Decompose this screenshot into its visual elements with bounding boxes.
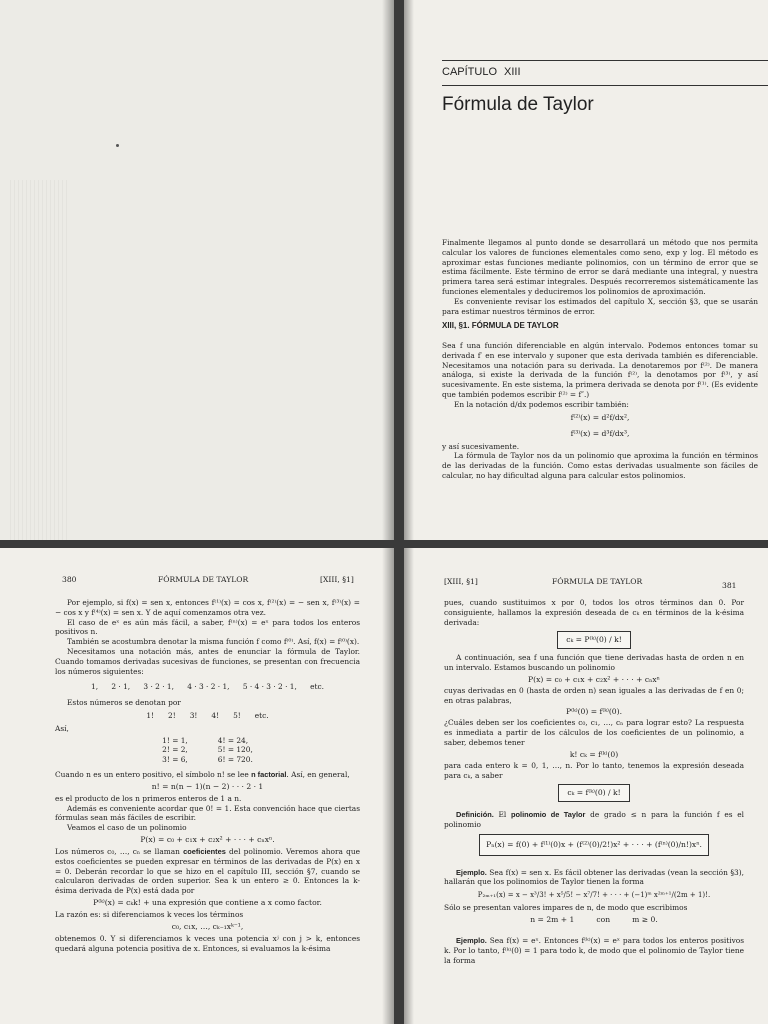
intro-paragraph: Finalmente llegamos al punto donde se desarrollará un método que nos permita calcular los valores de funciones elementales como seno, exp y log. El método es aproximar estas funciones mediante polinomios, con un término de error que se estima fácilmente. Este término de error se dará mediante una integral, y nuestra primera tarea será estimar integrales. Después recorreremos sistemáticamente las funciones elementales y deduciremos los polinomios de aproximación.: [442, 238, 758, 296]
equation-kth-derivative: P⁽ᵏ⁾(x) = cₖk! + una expresión que contiene a x como factor.: [93, 897, 322, 907]
paragraph-zero-factorial: Además es conveniente acordar que 0! = 1. Esta convención hace que ciertas fórmulas sean más fáciles de escribir.: [55, 803, 360, 823]
page-380: [0, 548, 394, 1024]
equation-sine-taylor: P₂ₘ₊₁(x) = x − x³/3! + x⁵/5! − x⁷/7! + · · · + (−1)ᵐ x²ᵐ⁺¹/(2m + 1)!.: [477, 891, 711, 900]
coefficients-c: del polinomio. Veremos ahora que estos coeficientes se pueden expresar en términos de las derivadas de P(x) en x = 0. Deberán recordar lo que se hizo en el capítulo III, sección §7, cuando se calcularon derivadas de orden superior. Sea k un entero ≥ 0. Entonces la k-ésima derivada de P(x) está dada por: [55, 846, 360, 896]
paragraph-sine-example: Por ejemplo, si f(x) = sen x, entonces f⁽¹⁾(x) = cos x, f⁽²⁾(x) = − sen x, f⁽³⁾(x) = − cos x y f⁽⁴⁾(x) = sen x. Y de aquí comenzamos otra vez.: [55, 598, 360, 617]
paragraph-derivatives-equal: cuyas derivadas en 0 (hasta de orden n) sean iguales a las derivadas de f en 0; en otras palabras,: [444, 685, 744, 705]
paragraph-derivatives: Sea f una función diferenciable en algún intervalo. Podemos entonces tomar su derivada f′ en ese intervalo y suponer que esta derivada también es diferenciable. Necesitamos una notación para su derivada. La denotaremos por f⁽²⁾. De manera análoga, si existe la derivada de la función f⁽²⁾, la denotamos por f⁽³⁾, y así sucesivamente. En este sistema, la primera derivada se denota por f⁽¹⁾. (Es evidente que también podemos escribir f⁽²⁾ = f″.): [442, 341, 758, 399]
factorial-value: 5! = 120,: [217, 745, 253, 755]
factorial-symbol: 3!: [189, 710, 198, 720]
definition-a: El: [498, 810, 507, 820]
coefficients-term: coeficientes: [183, 846, 226, 856]
chapter-number: XIII: [504, 66, 521, 78]
sequence-item: 1,: [91, 682, 99, 692]
intro-paragraph-2: Es conveniente revisar los estimados del capítulo X, sección §3, que se usarán para estimar nuestros términos de error.: [442, 296, 758, 316]
factorial-value: 2! = 2,: [162, 745, 188, 755]
factorial-value: 4! = 24,: [217, 735, 249, 745]
equation-terms: c₀, c₁x, …, cₖ₋₁xᵏ⁻¹,: [171, 921, 244, 931]
sequence-item: etc.: [310, 682, 324, 692]
factorial-def-c: . Así, en general,: [286, 769, 350, 779]
paragraph-product: es el producto de los n primeros enteros de 1 a n.: [55, 793, 242, 803]
boxed-formula-coefficient: cₖ = P⁽ᵏ⁾(0) / k!: [557, 631, 631, 649]
example-sine-text: Sea f(x) = sen x. Es fácil obtener las derivadas (vean la sección §3), hallarán que los polinomios de Taylor tienen la forma: [444, 867, 744, 887]
definition-term: polinomio de Taylor: [511, 810, 586, 820]
number-sequence: [55, 676, 360, 698]
factorial-values-right: [218, 736, 253, 765]
boxed-formula-1-wrap: [444, 627, 744, 653]
paragraph-factorial-def: [55, 770, 360, 780]
factorial-symbol: 2!: [168, 710, 176, 720]
factorial-value: 3! = 6,: [162, 755, 188, 765]
definition-c: de grado ≤ n para la función f es el polinomio: [444, 810, 745, 829]
paragraph-polynomial-case: Veamos el caso de un polinomio: [67, 823, 187, 833]
boxed-formula-taylor-polynomial: Pₙ(x) = f(0) + f⁽¹⁾(0)x + (f⁽²⁾(0)/2!)x² + · · · + (f⁽ⁿ⁾(0)/n!)xⁿ.: [479, 834, 709, 856]
sequence-item: 5 · 4 · 3 · 2 · 1,: [242, 682, 297, 692]
factorial-symbol: 5!: [233, 710, 241, 720]
boxed-formula-3-wrap: [444, 830, 744, 860]
equation-second-derivative: f⁽²⁾(x) = d²f/dx²,: [570, 412, 630, 422]
paragraph-coefficients: [55, 847, 360, 896]
paragraph-differentiate: obtenemos 0. Y si diferenciamos k veces una potencia xʲ con j > k, entonces quedará alguna potencia positiva de x. Entonces, si evaluamos la k-ésima: [55, 933, 360, 953]
factorial-symbol: 4!: [211, 710, 220, 720]
boxed-formula-2-wrap: [444, 780, 744, 806]
sequence-item: 3 · 2 · 1,: [143, 682, 174, 692]
factorial-def-a: Cuando n es un entero positivo, el símbolo n! se lee: [55, 769, 249, 779]
equation-search-polynomial: P(x) = c₀ + c₁x + c₂x² + · · · + cₙxⁿ: [528, 674, 660, 684]
chapter-top-rule: [442, 60, 768, 61]
page-spine-shadow: [404, 0, 414, 540]
paragraph-which-coefficients: ¿Cuáles deben ser los coeficientes c₀, c₁, …, cₙ para lograr esto? La respuesta es inmediata a partir de los cálculos de los coeficientes de un polinomio, a saber, debemos tener: [444, 718, 744, 747]
factorial-value: 1! = 1,: [162, 735, 188, 745]
section-reference: [XIII, §1]: [320, 575, 354, 584]
example-label: Ejemplo.: [456, 935, 487, 945]
page-spine-shadow: [404, 548, 414, 1024]
factorial-value: 6! = 720.: [217, 755, 253, 765]
definition-label: Definición.: [456, 810, 494, 820]
paragraph-exp-case: El caso de eˣ es aún más fácil, a saber, f⁽ⁿ⁾(x) = eˣ para todos los enteros positivos n.: [55, 617, 360, 637]
factorial-symbol: 1!: [146, 710, 155, 720]
equation-polynomial: P(x) = c₀ + c₁x + c₂x² + · · · + cₙxⁿ.: [140, 834, 275, 844]
running-head: FÓRMULA DE TAYLOR: [552, 577, 643, 586]
equation-m-part: m ≥ 0.: [632, 914, 658, 924]
blank-page-top-left: [0, 0, 394, 540]
factorial-values: [55, 734, 360, 767]
chapter-title: Fórmula de Taylor: [442, 94, 594, 115]
example-exp-text: Sea f(x) = eˣ. Entonces f⁽ᵏ⁾(x) = eˣ para todos los enteros positivos k. Por lo tanto, f⁽ᵏ⁾(0) = 1 para todo k, de modo que el polinomio de Taylor tiene la forma: [444, 935, 744, 965]
sequence-item: 2 · 1,: [111, 682, 131, 692]
sequence-item: 4 · 3 · 2 · 1,: [187, 682, 230, 692]
page-381: [404, 548, 768, 1024]
running-head: FÓRMULA DE TAYLOR: [158, 575, 249, 584]
paragraph-example-sine: [444, 868, 744, 888]
paragraph-notation-more: Necesitamos una notación más, antes de enunciar la fórmula de Taylor. Cuando tomamos derivadas sucesivas de funciones, se presentan con frecuencia los números siguientes:: [55, 646, 360, 676]
page-spine-shadow: [382, 0, 394, 540]
factorial-values-left: [162, 736, 188, 765]
paragraph-next: A continuación, sea f una función que tiene derivadas hasta de orden n en un intervalo. Estamos buscando un polinomio: [444, 653, 744, 672]
example-label: Ejemplo.: [456, 867, 487, 877]
label-asi: Así,: [55, 723, 69, 733]
equation-con: con: [596, 914, 611, 924]
scan-texture: [10, 180, 70, 540]
paragraph-notation: En la notación d/dx podemos escribir también:: [454, 399, 629, 409]
page-spine-shadow: [382, 548, 394, 1024]
section-reference: [XIII, §1]: [444, 577, 478, 586]
chapter-opening-page: [404, 0, 768, 540]
page-380-body: [55, 598, 360, 953]
boxed-formula-ck: cₖ = f⁽ᵏ⁾(0) / k!: [558, 784, 629, 802]
section-heading: XIII, §1. FÓRMULA DE TAYLOR: [442, 321, 559, 330]
paragraph-odd-values: Sólo se presentan valores impares de n, de modo que escribimos: [444, 903, 688, 913]
paragraph-zero-derivative: También se acostumbra denotar la misma función f como f⁽⁰⁾. Así, f(x) = f⁽⁰⁾(x).: [67, 637, 360, 647]
scan-speck: [116, 144, 119, 147]
equation-n-part: n = 2m + 1: [530, 914, 575, 924]
paragraph-each-integer: para cada entero k = 0, 1, …, n. Por lo tanto, tenemos la expresión deseada para cₖ, a saber: [444, 760, 744, 780]
equation-derivatives-equal: P⁽ᵏ⁾(0) = f⁽ᵏ⁾(0).: [565, 707, 623, 717]
paragraph-substitute: pues, cuando sustituimos x por 0, todos los otros términos dan 0. Por consiguiente, hallamos la expresión deseada de cₖ en términos de la k-ésima derivada:: [444, 598, 744, 627]
page-number: 381: [722, 581, 737, 590]
equation-kfact-ck: k! cₖ = f⁽ᵏ⁾(0): [569, 749, 619, 759]
coefficients-a: Los números c₀, …, cₙ se llaman: [55, 846, 180, 856]
paragraph-definition: [444, 810, 744, 830]
factorial-symbol: etc.: [254, 710, 269, 720]
paragraph-taylor-intro: La fórmula de Taylor nos da un polinomio que aproxima la función en términos de las derivadas de la función. Como estas derivadas usualmente son fáciles de calcular, no hay dificultad alguna para calcular estos polinomios.: [442, 451, 758, 480]
equation-n-odd: [444, 913, 744, 926]
page-381-body: [444, 598, 744, 965]
section-text: [442, 341, 758, 481]
paragraph-example-exp: [444, 936, 744, 965]
equation-factorial: n! = n(n − 1)(n − 2) · · · 2 · 1: [151, 781, 264, 791]
intro-text: [442, 238, 758, 316]
chapter-label: CAPÍTULO: [442, 66, 498, 78]
paragraph-denoted: Estos números se denotan por: [67, 698, 181, 708]
chapter-mid-rule: [442, 85, 768, 86]
factorial-symbols: [55, 708, 360, 724]
paragraph-reason: La razón es: si diferenciamos k veces los términos: [55, 909, 244, 919]
paragraph-so-on: y así sucesivamente.: [442, 441, 520, 451]
factorial-term: n factorial: [251, 769, 287, 779]
equation-third-derivative: f⁽³⁾(x) = d³f/dx³,: [570, 428, 630, 438]
page-number: 380: [62, 575, 77, 584]
